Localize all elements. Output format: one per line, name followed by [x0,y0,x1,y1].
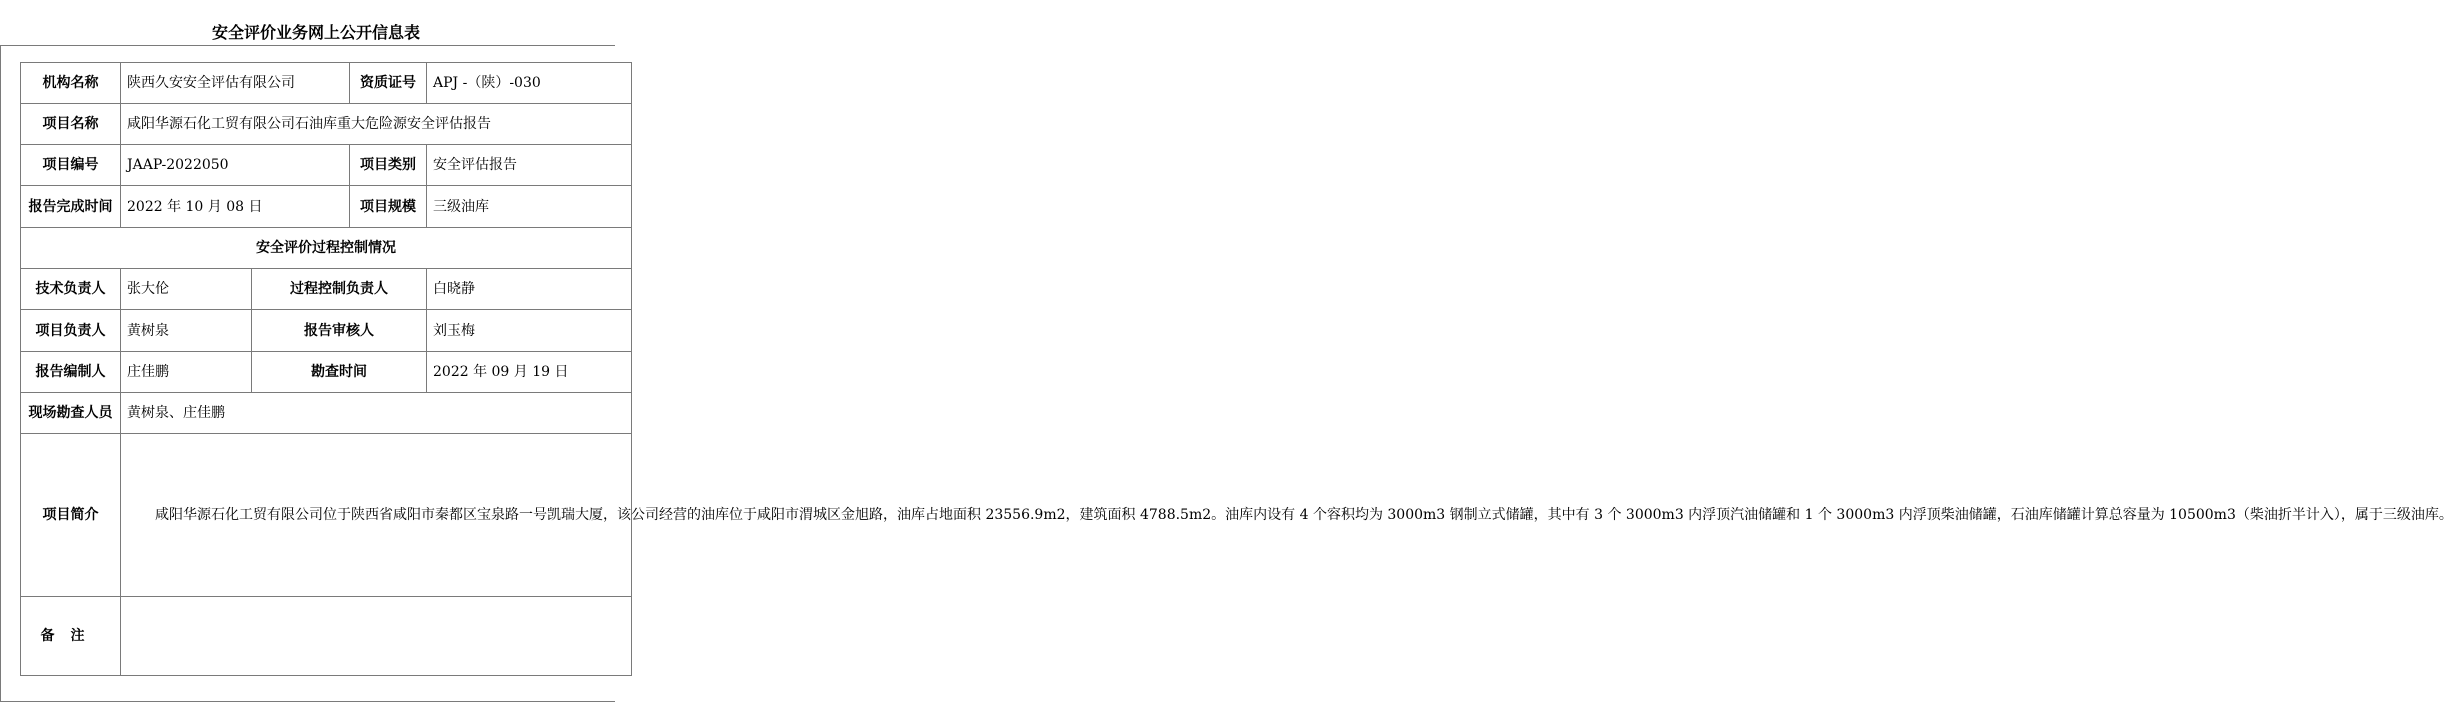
table-row [21,228,632,269]
org-name-value: 陕西久安安全评估有限公司 [121,63,350,104]
table-row [21,310,632,352]
project-type-value: 安全评估报告 [427,145,632,186]
project-scale-value: 三级油库 [427,186,632,228]
project-name-value: 咸阳华源石化工贸有限公司石油库重大危险源安全评估报告 [121,104,632,145]
project-name-label: 项目名称 [21,104,121,145]
page-title: 安全评价业务网上公开信息表 [211,23,420,42]
reviewer-label: 报告审核人 [252,310,427,352]
table-row [21,597,632,676]
report-date-label: 报告完成时间 [21,186,121,228]
intro-text: 咸阳华源石化工贸有限公司位于陕西省咸阳市秦都区宝泉路一号凯瑞大厦，该公司经营的油库位于咸阳市渭城区金旭路，油库占地面积 23556.9m2，建筑面积 4788.5m2。油库内设有 4 个容积均为 3000m3 钢制立式储罐，其中有 3 个 3000m3 内浮顶汽油储罐和 1 个 3000m3 内浮顶柴油储罐，石油库储罐计算总容量为 10500m3（柴油折半计入），属于三级油库。 [121,434,632,597]
survey-staff-label: 现场勘查人员 [21,393,121,434]
table-row [21,104,632,145]
compiler-value: 庄佳鹏 [121,352,252,393]
process-ctrl-value: 白晓静 [427,269,632,310]
survey-time-label: 勘查时间 [252,352,427,393]
table-row [21,63,632,104]
report-date-value: 2022 年 10 月 08 日 [121,186,350,228]
remark-label: 备注 [21,597,121,676]
cert-label: 资质证号 [350,63,427,104]
table-row [21,393,632,434]
table-row [21,434,632,597]
org-name-label: 机构名称 [21,63,121,104]
info-table [20,62,2453,676]
project-type-label: 项目类别 [350,145,427,186]
cert-value: APJ -（陕）-030 [427,63,632,104]
project-lead-label: 项目负责人 [21,310,121,352]
survey-staff-value: 黄树泉、庄佳鹏 [121,393,632,434]
project-lead-value: 黄树泉 [121,310,252,352]
process-ctrl-label: 过程控制负责人 [252,269,427,310]
project-scale-label: 项目规模 [350,186,427,228]
table-row [21,186,632,228]
table-row [21,145,632,186]
survey-time-value: 2022 年 09 月 19 日 [427,352,632,393]
tech-lead-label: 技术负责人 [21,269,121,310]
compiler-label: 报告编制人 [21,352,121,393]
intro-label: 项目简介 [21,434,121,597]
top-border [0,45,615,46]
project-no-value: JAAP-2022050 [121,145,350,186]
project-no-label: 项目编号 [21,145,121,186]
reviewer-value: 刘玉梅 [427,310,632,352]
tech-lead-value: 张大伦 [121,269,252,310]
remark-value [121,597,632,676]
table-row [21,352,632,393]
left-border [0,45,1,702]
table-row [21,269,632,310]
process-section-heading: 安全评价过程控制情况 [21,228,632,269]
